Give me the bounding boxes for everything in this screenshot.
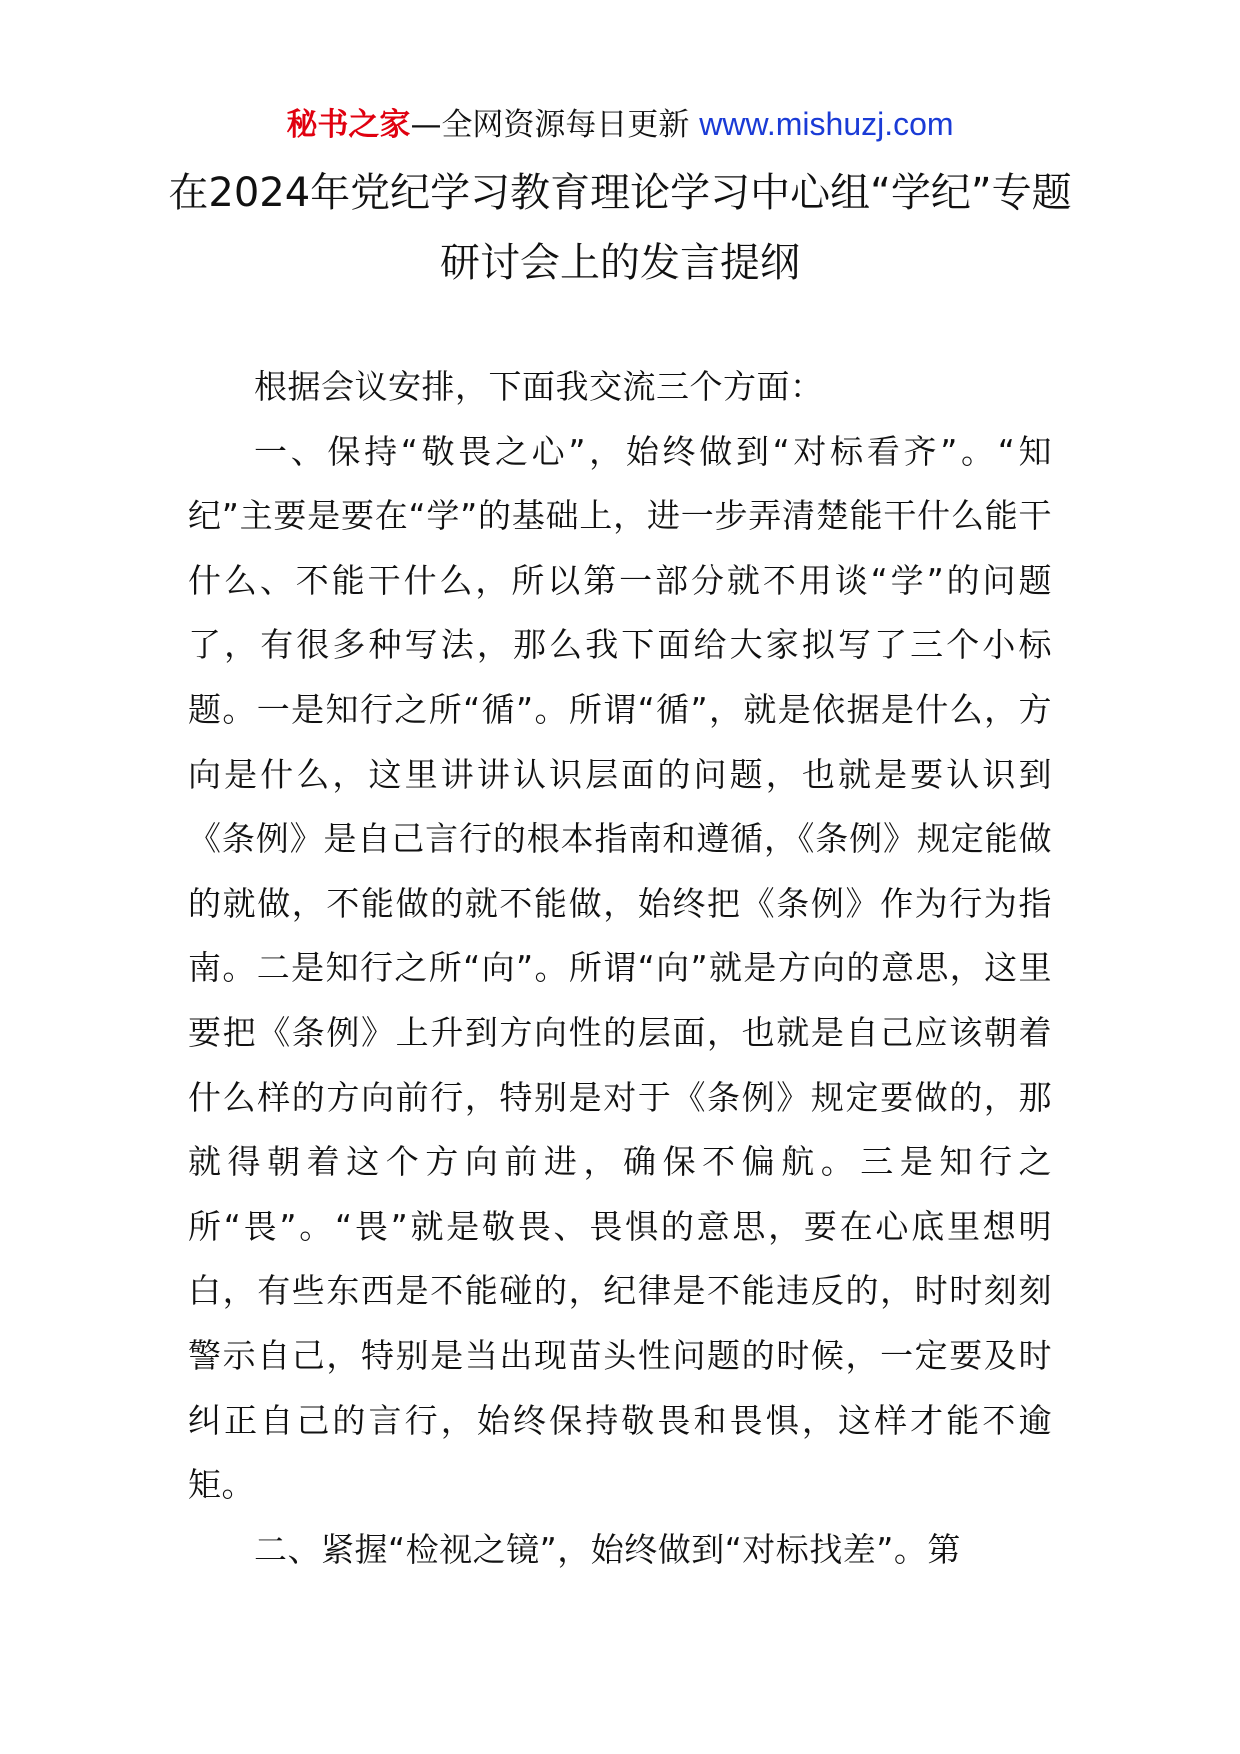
- paragraph-section-one: 一、保持“敬畏之心”，始终做到“对标看齐”。“知纪”主要是要在“学”的基础上，进一步弄清楚能干什么能干什么、不能干什么，所以第一部分就不用谈“学”的问题了，有很多种写法，那么我下面给大家拟写了三个小标题。一是知行之所“循”。所谓“循”，就是依据是什么，方向是什么，这里讲讲认识层面的问题，也就是要认识到《条例》是自己言行的根本指南和遵循，《条例》规定能做的就做，不能做的就不能做，始终把《条例》作为行为指南。二是知行之所“向”。所谓“向”就是方向的意思，这里要把《条例》上升到方向性的层面，也就是自己应该朝着什么样的方向前行，特别是对于《条例》规定要做的，那就得朝着这个方向前进，确保不偏航。三是知行之所“畏”。“畏”就是敬畏、畏惧的意思，要在心底里想明白，有些东西是不能碰的，纪律是不能违反的，时时刻刻警示自己，特别是当出现苗头性问题的时候，一定要及时纠正自己的言行，始终保持敬畏和畏惧，这样才能不逾矩。: [188, 431, 1052, 1505]
- paragraph-section-two: 二、紧握“检视之镜”，始终做到“对标找差”。第: [254, 1529, 961, 1569]
- header-tagline: —全网资源每日更新: [410, 107, 690, 143]
- brand-name: 秘书之家: [286, 107, 411, 143]
- document-body: [188, 355, 1052, 1582]
- site-header: [0, 100, 1240, 149]
- site-url-link[interactable]: www.mishuzj.com: [699, 106, 954, 142]
- document-title: 在2024年党纪学习教育理论学习中心组“学纪”专题研讨会上的发言提纲: [168, 170, 1072, 286]
- paragraph-intro: 根据会议安排，下面我交流三个方面：: [254, 367, 824, 406]
